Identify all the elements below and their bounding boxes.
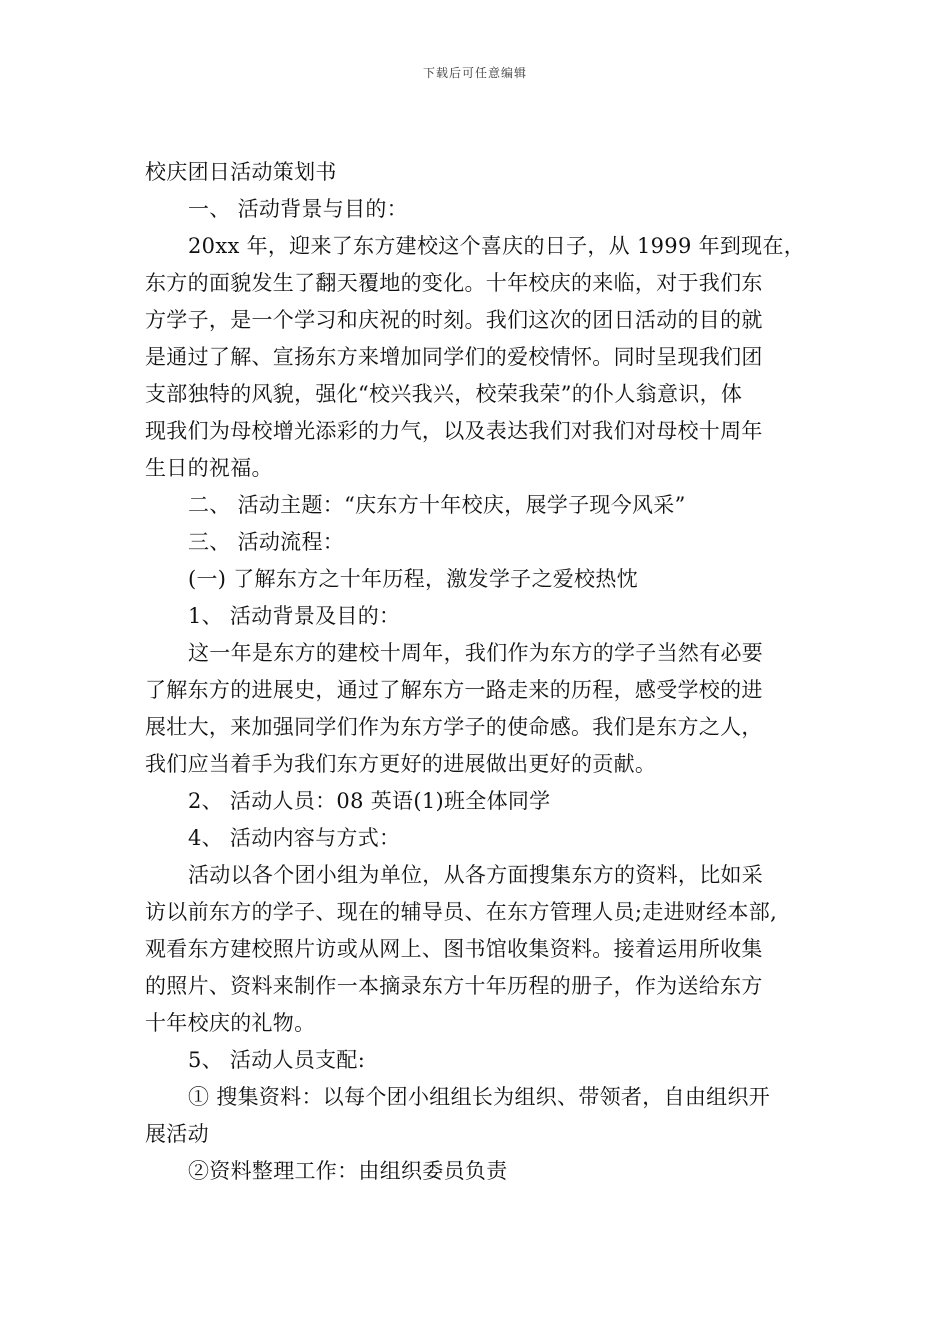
text-line: ① 搜集资料：以每个团小组组长为组织、带领者，自由组织开 bbox=[188, 1085, 771, 1109]
text-line: 观看东方建校照片访或从网上、图书馆收集资料。接着运用所收集 bbox=[145, 937, 763, 961]
text-line: 1、 活动背景及目的： bbox=[188, 604, 401, 628]
text-line: 二、 活动主题：“庆东方十年校庆，展学子现今风采” bbox=[188, 493, 686, 517]
text-line: 2、 活动人员：08 英语(1)班全体同学 bbox=[188, 789, 551, 813]
text-line: 东方的面貌发生了翻天覆地的变化。十年校庆的来临，对于我们东 bbox=[145, 271, 763, 295]
text-line: 活动以各个团小组为单位，从各方面搜集东方的资料，比如采 bbox=[188, 863, 764, 887]
text-line: 了解东方的进展史，通过了解东方一路走来的历程，感受学校的进 bbox=[145, 678, 763, 702]
text-line: 方学子，是一个学习和庆祝的时刻。我们这次的团日活动的目的就 bbox=[145, 308, 763, 332]
text-line: 生日的祝福。 bbox=[145, 456, 273, 480]
text-line: ②资料整理工作：由组织委员负责 bbox=[188, 1159, 508, 1183]
text-line: 一、 活动背景与目的： bbox=[188, 197, 408, 221]
document-title: 校庆团日活动策划书 bbox=[145, 160, 337, 184]
text-line: 现我们为母校增光添彩的力气，以及表达我们对我们对母校十周年 bbox=[145, 419, 763, 443]
text-line: 访以前东方的学子、现在的辅导员、在东方管理人员;走进财经本部, bbox=[145, 900, 778, 924]
text-line: 的照片、资料来制作一本摘录东方十年历程的册子，作为送给东方 bbox=[145, 974, 763, 998]
text-line: 展活动 bbox=[145, 1122, 209, 1146]
text-line: 三、 活动流程： bbox=[188, 530, 345, 554]
text-line: 十年校庆的礼物。 bbox=[145, 1011, 316, 1035]
text-line: 我们应当着手为我们东方更好的进展做出更好的贡献。 bbox=[145, 752, 657, 776]
text-line: 是通过了解、宣扬东方来增加同学们的爱校情怀。同时呈现我们团 bbox=[145, 345, 763, 369]
header-note: 下载后可任意编辑 bbox=[422, 66, 527, 80]
document-body bbox=[145, 154, 810, 1190]
text-line: 这一年是东方的建校十周年，我们作为东方的学子当然有必要 bbox=[188, 641, 764, 665]
text-line: (一) 了解东方之十年历程，激发学子之爱校热忱 bbox=[188, 567, 638, 591]
text-line: 5、 活动人员支配: bbox=[188, 1048, 366, 1072]
text-line: 支部独特的风貌，强化“校兴我兴，校荣我荣”的仆人翁意识，体 bbox=[145, 382, 743, 406]
text-line: 20xx 年，迎来了东方建校这个喜庆的日子，从 1999 年到现在， bbox=[188, 234, 806, 258]
text-line: 4、 活动内容与方式： bbox=[188, 826, 401, 850]
text-line: 展壮大，来加强同学们作为东方学子的使命感。我们是东方之人， bbox=[145, 715, 763, 739]
